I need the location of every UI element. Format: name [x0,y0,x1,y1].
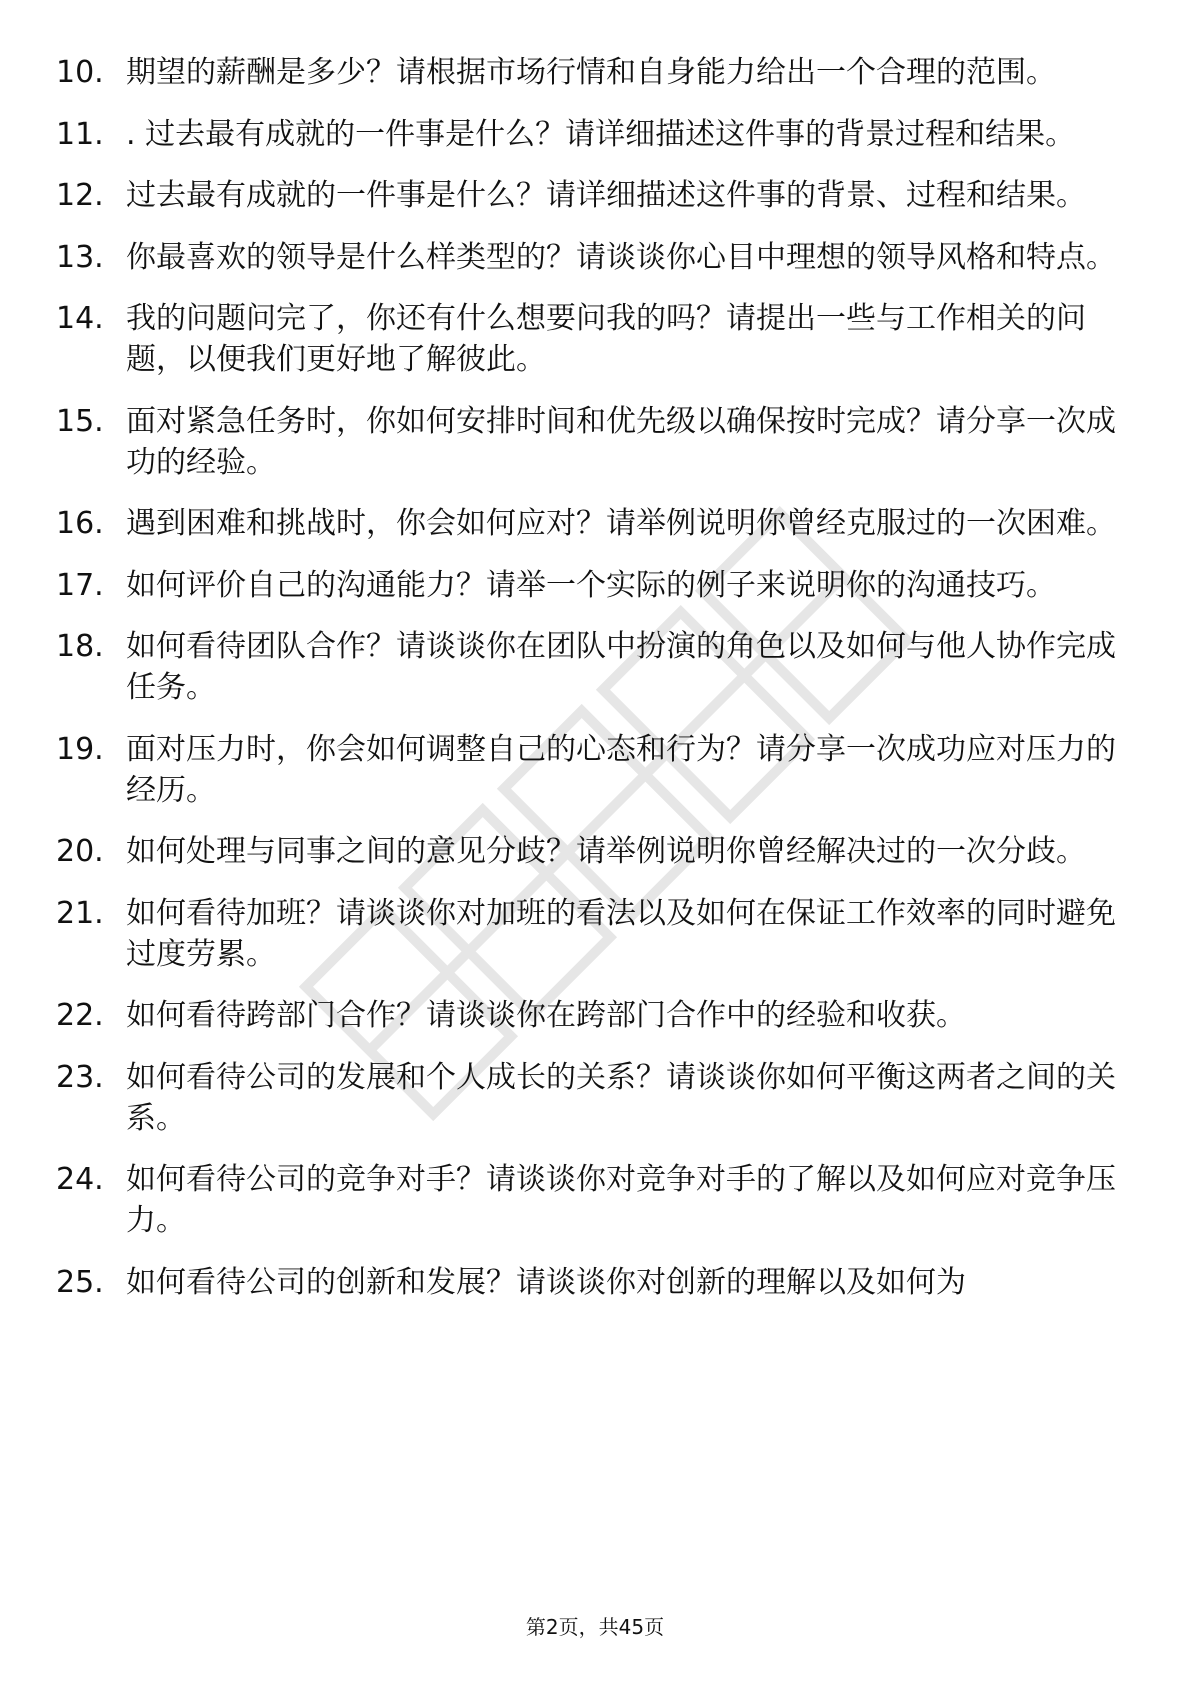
list-item [56,1159,1136,1241]
item-number: 22. [56,998,104,1033]
list-item [56,893,1136,975]
list-item [56,52,1136,93]
item-number: 18. [56,629,104,664]
item-text: 如何评价自己的沟通能力？请举一个实际的例子来说明你的沟通技巧。 [126,567,1056,603]
list-item [56,831,1136,872]
item-number: 13. [56,239,104,275]
item-number: 21. [56,895,104,931]
list-item [56,237,1136,278]
list-item [56,503,1136,544]
item-text: 如何看待加班？请谈谈你对加班的看法以及如何在保证工作效率的同时避免过度劳累。 [126,895,1116,972]
item-number: 20. [56,834,104,869]
item-text: 你最喜欢的领导是什么样类型的？请谈谈你心目中理想的领导风格和特点。 [126,239,1116,275]
list-item [56,298,1136,380]
item-number: 19. [56,731,104,767]
list-item [56,565,1136,606]
list-item [56,1262,1136,1303]
item-text: 如何看待跨部门合作？请谈谈你在跨部门合作中的经验和收获。 [126,998,966,1033]
page-footer: 第2页，共45页 [525,1615,665,1639]
question-list [56,52,1136,1323]
list-item [56,729,1136,811]
list-item [56,175,1136,216]
item-text: 期望的薪酬是多少？请根据市场行情和自身能力给出一个合理的范围。 [126,55,1056,90]
item-text: . 过去最有成就的一件事是什么？请详细描述这件事的背景过程和结果。 [126,116,1076,152]
item-text: 我的问题问完了，你还有什么想要问我的吗？请提出一些与工作相关的问题，以便我们更好地了解彼此。 [126,301,1086,377]
list-item [56,114,1136,155]
list-item [56,626,1136,708]
list-item [56,401,1136,483]
item-number: 24. [56,1162,104,1197]
item-text: 面对压力时，你会如何调整自己的心态和行为？请分享一次成功应对压力的经历。 [126,731,1116,808]
item-number: 15. [56,403,104,439]
item-text: 面对紧急任务时，你如何安排时间和优先级以确保按时完成？请分享一次成功的经验。 [126,403,1116,480]
item-text: 如何看待公司的竞争对手？请谈谈你对竞争对手的了解以及如何应对竞争压力。 [126,1162,1116,1238]
item-text: 过去最有成就的一件事是什么？请详细描述这件事的背景、过程和结果。 [126,178,1086,213]
item-number: 25. [56,1264,104,1300]
item-number: 17. [56,567,104,603]
item-text: 如何看待公司的创新和发展？请谈谈你对创新的理解以及如何为 [126,1264,966,1300]
item-text: 如何看待团队合作？请谈谈你在团队中扮演的角色以及如何与他人协作完成任务。 [126,629,1116,705]
item-text: 遇到困难和挑战时，你会如何应对？请举例说明你曾经克服过的一次困难。 [126,506,1116,541]
item-number: 11. [56,116,104,152]
item-number: 14. [56,301,104,336]
list-item [56,995,1136,1036]
item-number: 23. [56,1059,104,1095]
item-text: 如何看待公司的发展和个人成长的关系？请谈谈你如何平衡这两者之间的关系。 [126,1059,1116,1136]
item-number: 10. [56,55,104,90]
item-number: 16. [56,506,104,541]
list-item [56,1057,1136,1139]
item-number: 12. [56,178,104,213]
item-text: 如何处理与同事之间的意见分歧？请举例说明你曾经解决过的一次分歧。 [126,834,1086,869]
